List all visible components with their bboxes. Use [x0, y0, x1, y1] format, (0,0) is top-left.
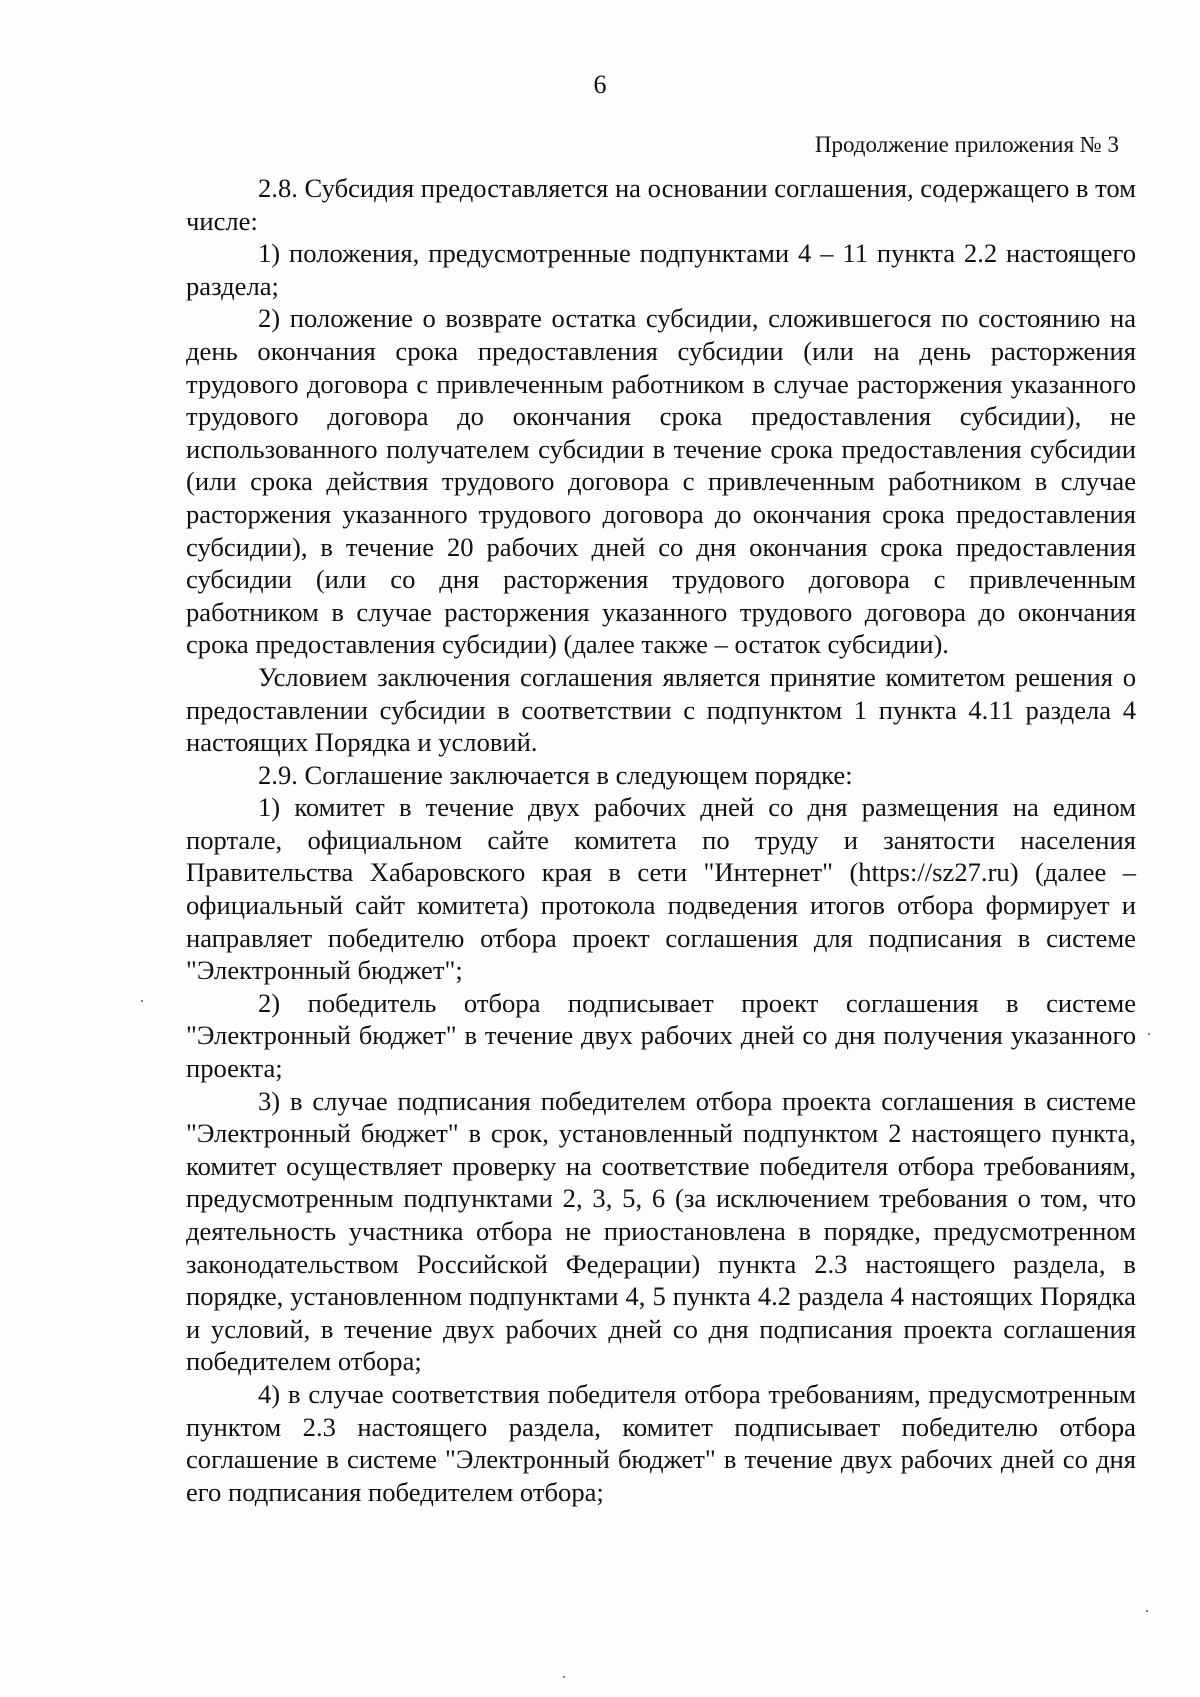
paragraph-2-9-item-3: 3) в случае подписания победителем отбора проекта соглашения в системе "Электронный бюджет" в срок, установленный подпунктом 2 настоящего пункта, комитет осуществляет проверку на соответствие победителя отбора требованиям, предусмотренным подпунктами 2, 3, 5, 6 (за исключением требования о том, что деятельность участника отбора не приостановлена в порядке, предусмотренном законодательством Российской Федерации) пункта 2.3 настоящего раздела, в порядке, установленном подпунктами 4, 5 пункта 4.2 раздела 4 настоящих Порядка и условий, в течение двух рабочих дней со дня подписания проекта соглашения победителем отбора; — [186, 1085, 1136, 1377]
scan-speck — [1146, 1610, 1148, 1612]
paragraph-2-9-item-4: 4) в случае соответствия победителя отбора требованиям, предусмотренным пунктом 2.3 настоящего раздела, комитет подписывает победителю отбора соглашение в системе "Электронный бюджет" в течение двух рабочих дней со дня его подписания победителем отбора; — [186, 1378, 1136, 1507]
paragraph-agreement-condition: Условием заключения соглашения является принятие комитетом решения о предоставлении субсидии в соответствии с подпунктом 1 пункта 4.11 раздела 4 настоящих Порядка и условий. — [186, 661, 1136, 758]
paragraph-2-8-item-2: 2) положение о возврате остатка субсидии, сложившегося по состоянию на день окончания срока предоставления субсидии (или на день расторжения трудового договора с привлеченным работником в случае расторжения указанного трудового договора до окончания срока предоставления субсидии), не использованного получателем субсидии в течение срока предоставления субсидии (или срока действия трудового договора с привлеченным работником в случае расторжения указанного трудового договора до окончания срока предоставления субсидии), в течение 20 рабочих дней со дня окончания срока предоставления субсидии (или со дня расторжения трудового договора с привлеченным работником в случае расторжения указанного трудового договора до окончания срока предоставления субсидии) (далее также – остаток субсидии). — [186, 303, 1136, 660]
appendix-continuation-note: Продолжение приложения № 3 — [814, 132, 1119, 157]
paragraph-2-8-item-1: 1) положения, предусмотренные подпунктами 4 – 11 пункта 2.2 настоящего раздела; — [186, 238, 1136, 301]
paragraph-2-8: 2.8. Субсидия предоставляется на основании соглашения, содержащего в том числе: — [186, 173, 1136, 236]
paragraph-2-9-item-2: 2) победитель отбора подписывает проект соглашения в системе "Электронный бюджет" в течение двух рабочих дней со дня получения указанного проекта; — [186, 987, 1136, 1084]
document-body — [186, 172, 1136, 1508]
scan-speck — [563, 1676, 565, 1678]
page-number: 6 — [593, 70, 607, 99]
scan-speck — [1148, 1033, 1150, 1035]
paragraph-2-9-item-1: 1) комитет в течение двух рабочих дней со дня размещения на едином портале, официальном сайте комитета по труду и занятости населения Правительства Хабаровского края в сети "Интернет" (https://sz27.ru) (далее – официальный сайт комитета) протокола подведения итогов отбора формирует и направляет победителю отбора проект соглашения для подписания в системе "Электронный бюджет"; — [186, 792, 1136, 986]
scan-speck — [141, 1000, 143, 1002]
paragraph-2-9: 2.9. Соглашение заключается в следующем порядке: — [258, 759, 853, 790]
